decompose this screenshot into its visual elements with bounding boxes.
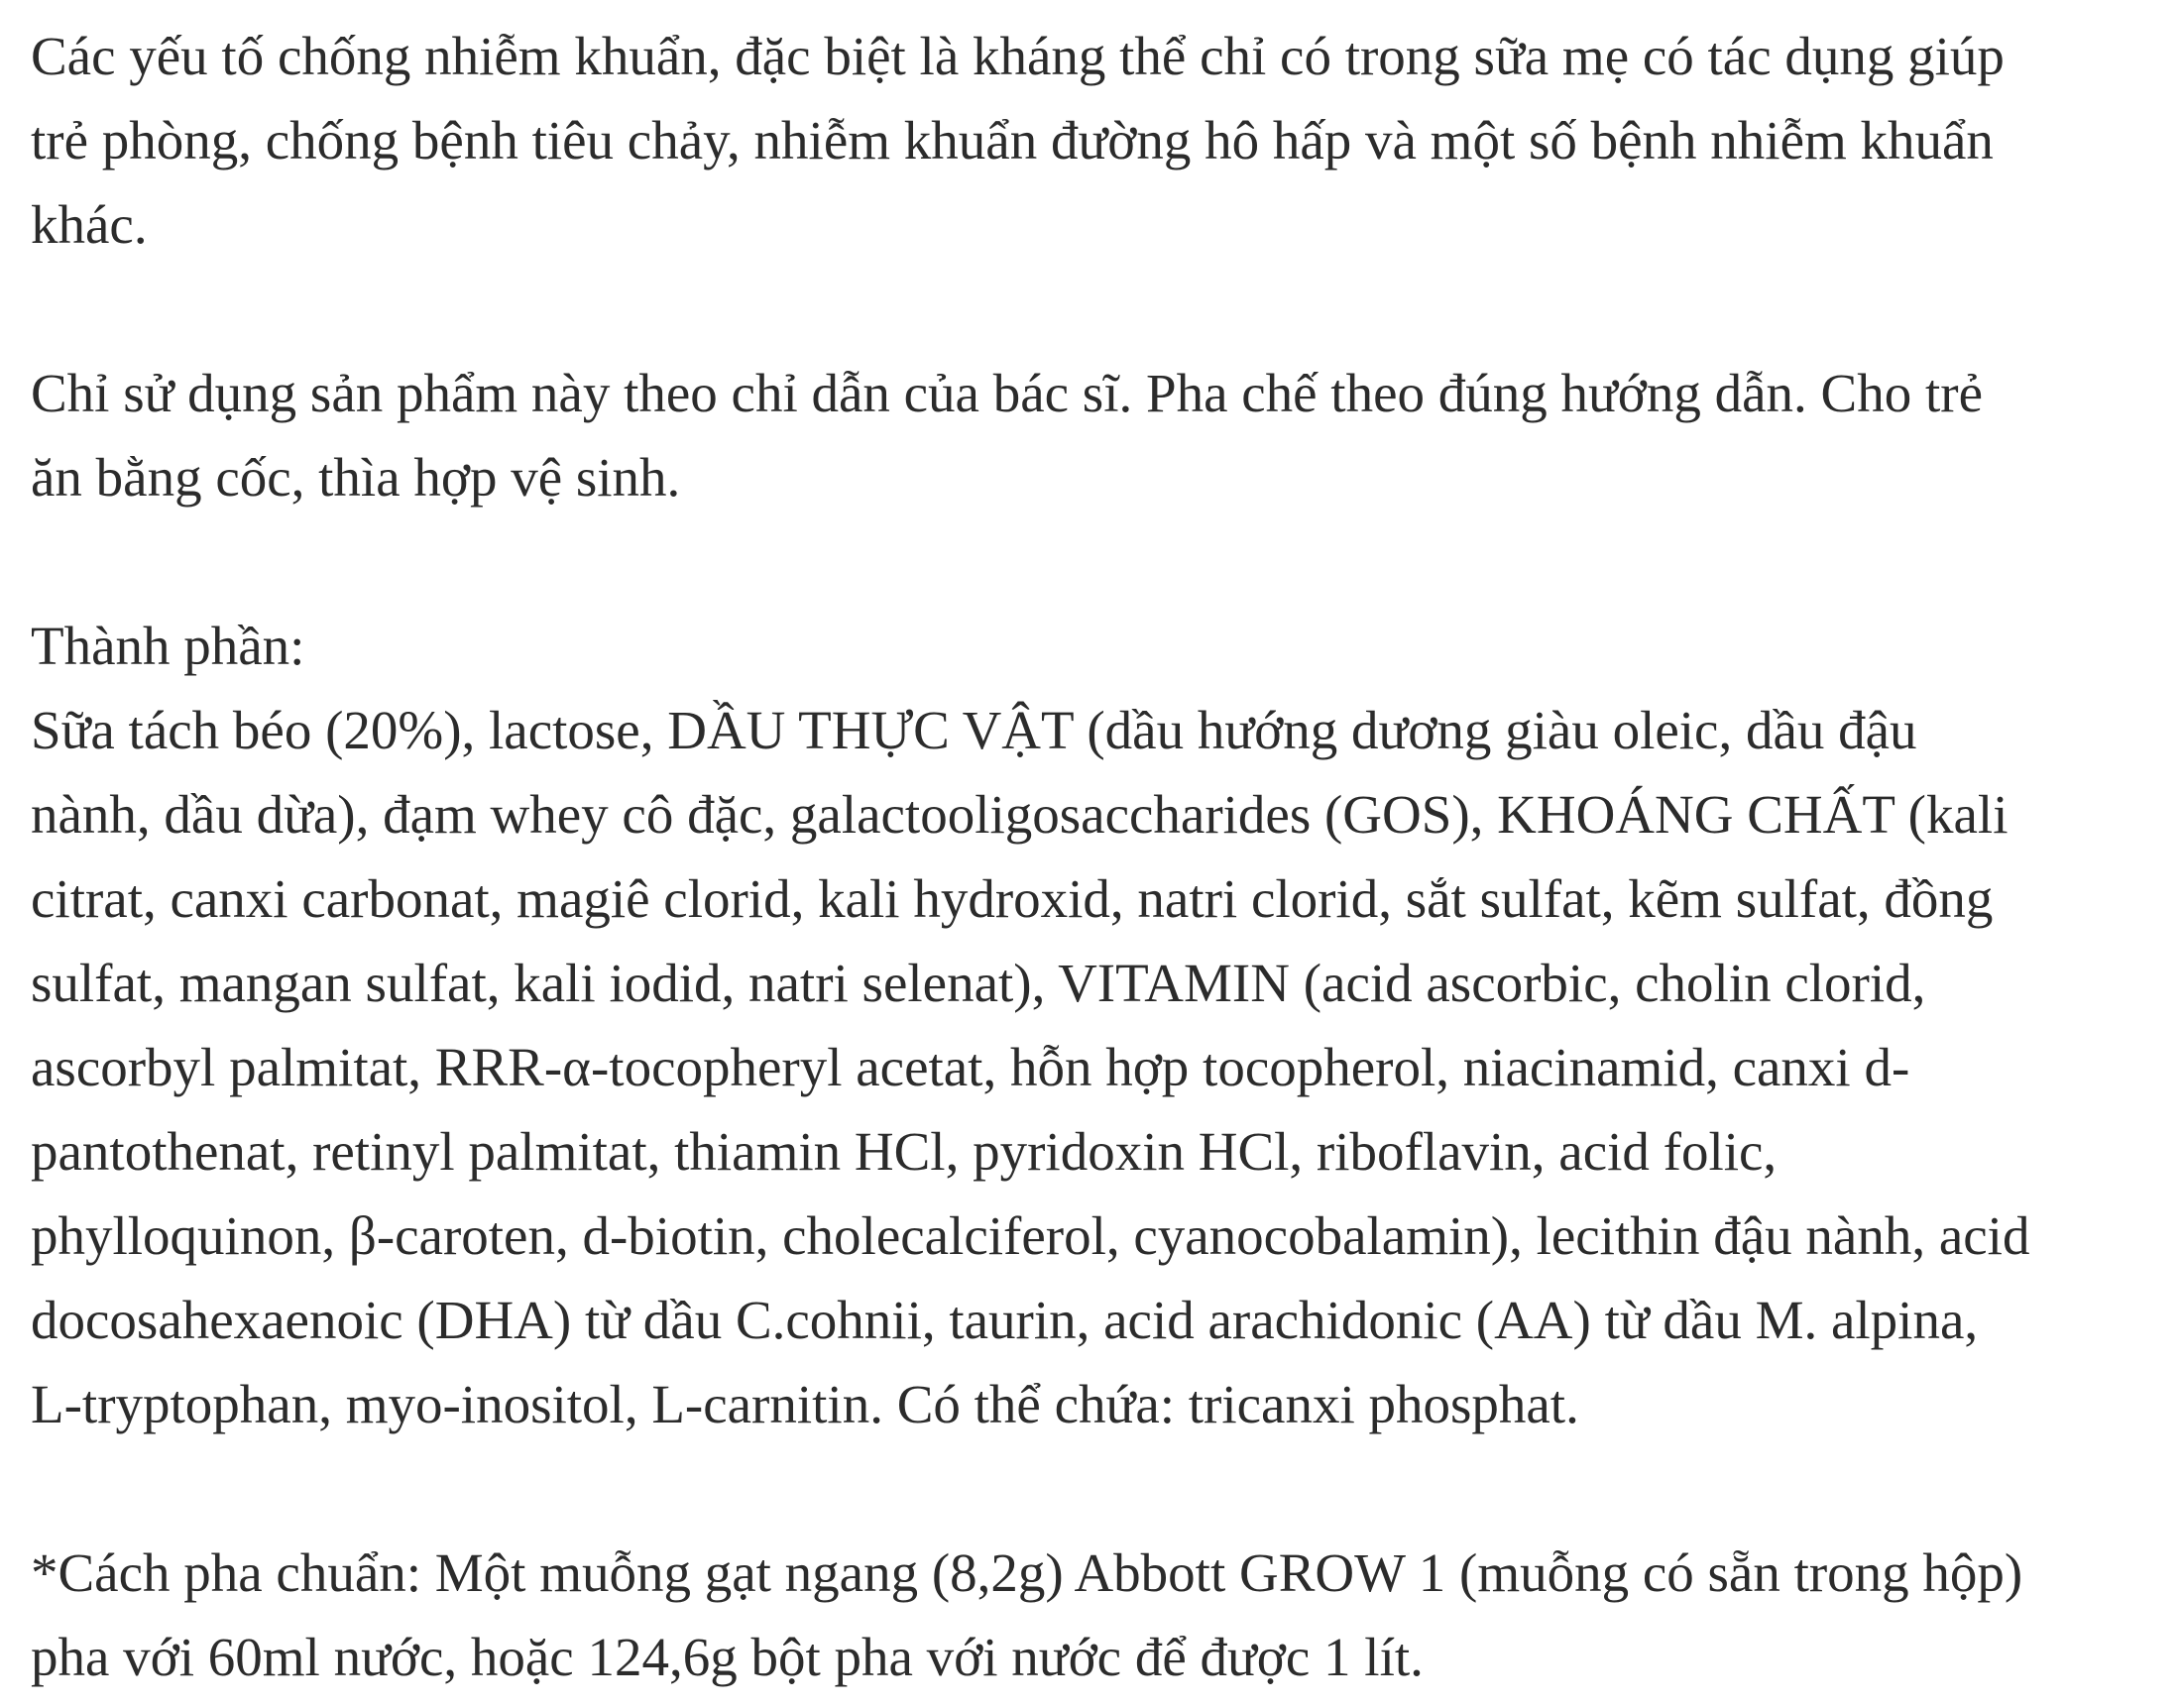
paragraph-spacer <box>31 267 2172 351</box>
text-line: sulfat, mangan sulfat, kali iodid, natri selenat), VITAMIN (acid ascorbic, cholin clorid, <box>31 953 1926 1013</box>
paragraph-usage-instructions <box>31 351 2172 519</box>
document-body <box>31 14 2172 1699</box>
text-line: trẻ phòng, chống bệnh tiêu chảy, nhiễm khuẩn đường hô hấp và một số bệnh nhiễm khuẩn <box>31 110 1994 171</box>
paragraph-spacer <box>31 1446 2172 1531</box>
text-line: pha với 60ml nước, hoặc 124,6g bột pha với nước để được 1 lít. <box>31 1627 1424 1687</box>
ingredients-heading: Thành phần: <box>31 616 305 676</box>
text-line: Sữa tách béo (20%), lactose, DẦU THỰC VẬT (dầu hướng dương giàu oleic, dầu đậu <box>31 700 1917 760</box>
text-line: ăn bằng cốc, thìa hợp vệ sinh. <box>31 447 681 508</box>
text-line: L-tryptophan, myo-inositol, L-carnitin. Có thể chứa: tricanxi phosphat. <box>31 1374 1579 1434</box>
paragraph-spacer <box>31 519 2172 604</box>
text-line: citrat, canxi carbonat, magiê clorid, kali hydroxid, natri clorid, sắt sulfat, kẽm sulfat, đồng <box>31 868 1994 929</box>
text-line: phylloquinon, β-caroten, d-biotin, cholecalciferol, cyanocobalamin), lecithin đậu nành, acid <box>31 1205 2030 1266</box>
text-line: pantothenat, retinyl palmitat, thiamin HCl, pyridoxin HCl, riboflavin, acid folic, <box>31 1121 1778 1182</box>
paragraph-antibodies <box>31 14 2172 267</box>
text-line: Chỉ sử dụng sản phẩm này theo chỉ dẫn của bác sĩ. Pha chế theo đúng hướng dẫn. Cho trẻ <box>31 363 1983 423</box>
text-line: Các yếu tố chống nhiễm khuẩn, đặc biệt là kháng thể chỉ có trong sữa mẹ có tác dụng giúp <box>31 26 2005 86</box>
paragraph-ingredients <box>31 604 2172 1446</box>
text-line: khác. <box>31 194 148 255</box>
text-line: docosahexaenoic (DHA) từ dầu C.cohnii, taurin, acid arachidonic (AA) từ dầu M. alpina, <box>31 1290 1979 1350</box>
paragraph-preparation <box>31 1531 2172 1699</box>
text-line: *Cách pha chuẩn: Một muỗng gạt ngang (8,2g) Abbott GROW 1 (muỗng có sẵn trong hộp) <box>31 1542 2023 1603</box>
text-line: nành, dầu dừa), đạm whey cô đặc, galactooligosaccharides (GOS), KHOÁNG CHẤT (kali <box>31 784 2009 845</box>
text-line: ascorbyl palmitat, RRR-α-tocopheryl acetat, hỗn hợp tocopherol, niacinamid, canxi d- <box>31 1037 1910 1097</box>
